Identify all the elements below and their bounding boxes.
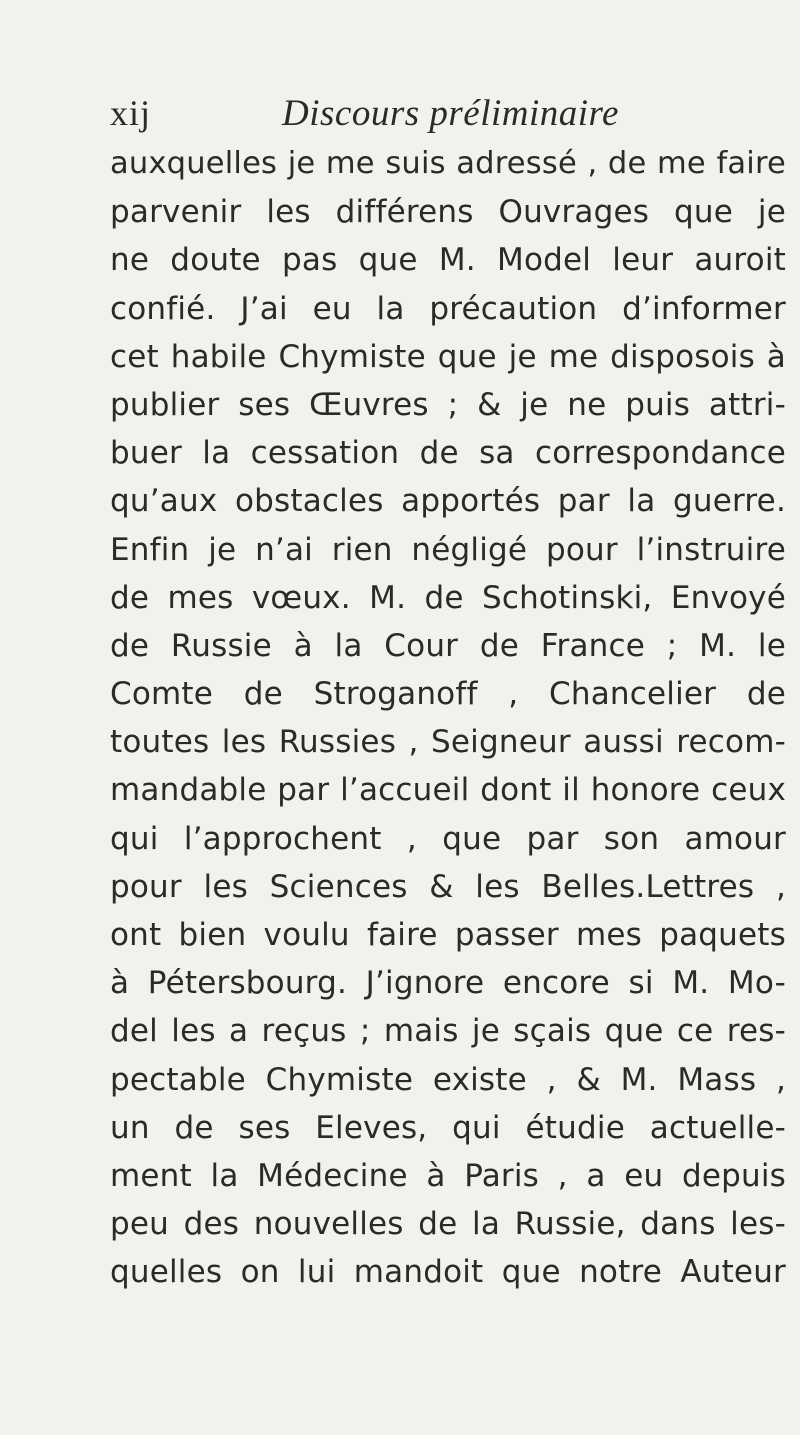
text-line: un de ses Eleves, qui étudie actuelle- — [110, 1109, 786, 1146]
text-line: auxquelles je me suis adressé , de me faire — [110, 146, 786, 181]
text-line: qui l’approchent , que par son amour — [110, 820, 786, 857]
text-line: peu des nouvelles de la Russie, dans les- — [110, 1206, 786, 1243]
text-line: quelles on lui mandoit que notre Auteur — [110, 1254, 786, 1291]
text-line: ont bien voulu faire passer mes paquets — [110, 917, 786, 953]
text-line: Enfin je n’ai rien négligé pour l’instruire — [110, 531, 786, 568]
text-line: parvenir les différens Ouvrages que je — [110, 194, 786, 231]
text-line: ment la Médecine à Paris , a eu depuis — [110, 1157, 786, 1194]
text-line: pectable Chymiste existe , & M. Mass , — [110, 1061, 786, 1098]
text-line: toutes les Russies , Seigneur aussi recom- — [110, 724, 786, 761]
text-line: cet habile Chymiste que je me disposois à — [110, 338, 786, 375]
text-line: de mes vœux. M. de Schotinski, Envoyé — [110, 579, 786, 616]
text-line: buer la cessation de sa correspondance — [110, 435, 786, 472]
text-line: de Russie à la Cour de France ; M. le — [110, 627, 786, 664]
page-header — [110, 92, 790, 142]
page-number: xij — [110, 93, 152, 133]
body-text — [110, 140, 786, 1297]
text-line: del les a reçus ; mais je sçais que ce res- — [110, 1013, 786, 1050]
text-line: ne doute pas que M. Model leur auroit — [110, 242, 786, 279]
text-line: pour les Sciences & les Belles.Lettres , — [110, 868, 786, 905]
text-line: publier ses Œuvres ; & je ne puis attri- — [110, 386, 786, 423]
text-line: confié. J’ai eu la précaution d’informer — [110, 290, 786, 327]
text-line: Comte de Stroganoff , Chancelier de — [110, 676, 786, 713]
text-line: à Pétersbourg. J’ignore encore si M. Mo- — [110, 965, 786, 1002]
running-title: Discours préliminaire — [282, 93, 619, 134]
text-line: mandable par l’accueil dont il honore ceux — [110, 772, 786, 809]
text-line: qu’aux obstacles apportés par la guerre. — [110, 483, 786, 520]
